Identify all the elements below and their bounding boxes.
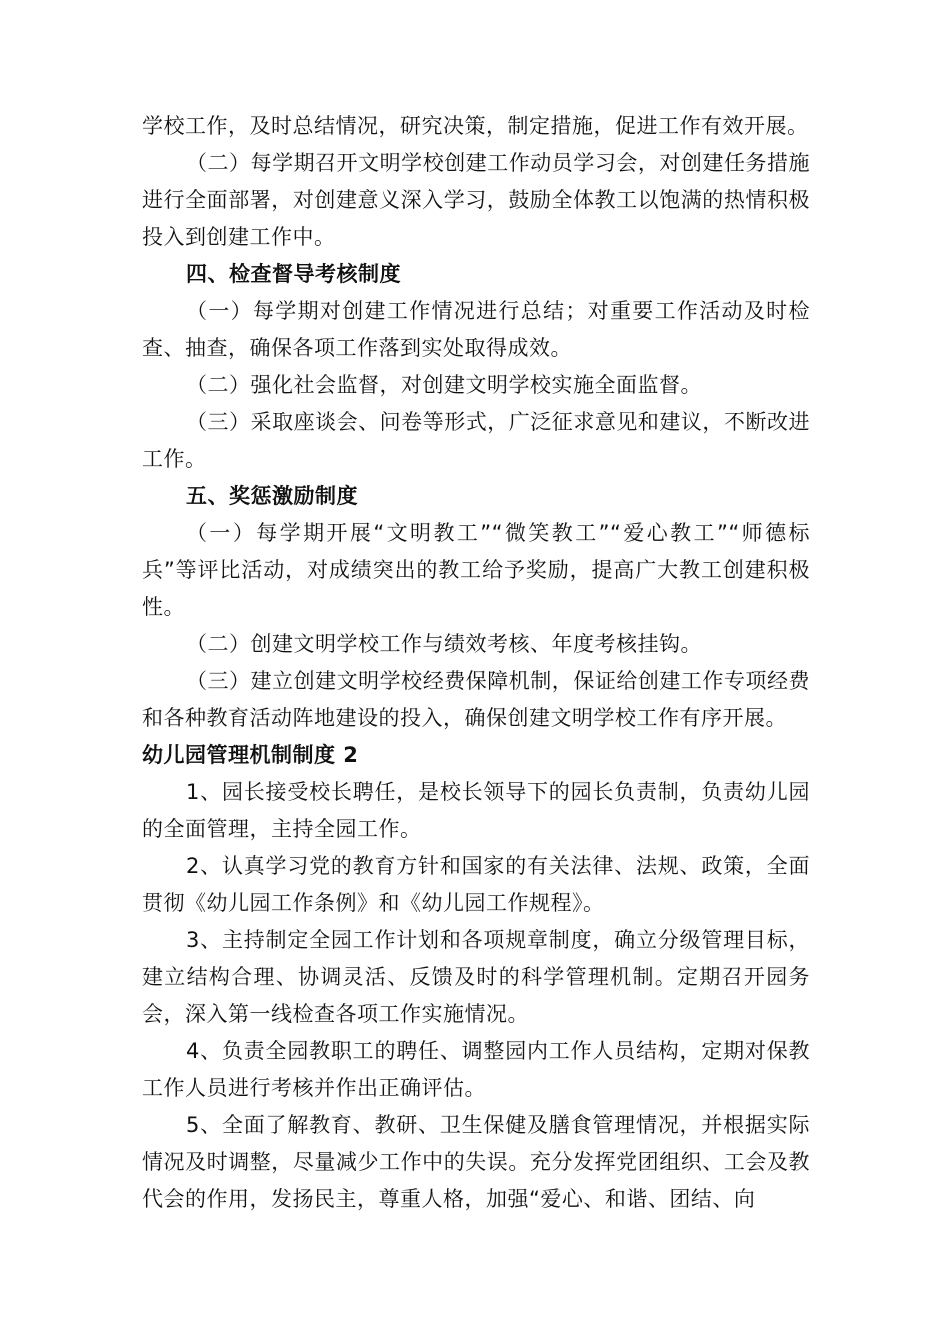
paragraph: 1、园长接受校长聘任，是校长领导下的园长负责制，负责幼儿园的全面管理，主持全园工作。 [142,780,810,841]
paragraph: （二）强化社会监督，对创建文明学校实施全面监督。 [186,373,702,397]
paragraph: 3、主持制定全园工作计划和各项规章制度，确立分级管理目标，建立结构合理、协调灵活、反馈及时的科学管理机制。定期召开园务会，深入第一线检查各项工作实施情况。 [142,928,810,1026]
paragraph: （一）每学期对创建工作情况进行总结；对重要工作活动及时检查、抽查，确保各项工作落到实处取得成效。 [142,299,810,360]
paragraph-continuation: 学校工作，及时总结情况，研究决策，制定措施，促进工作有效开展。 [142,114,809,138]
paragraph: 5、全面了解教育、教研、卫生保健及膳食管理情况，并根据实际情况及时调整，尽量减少工作中的失误。充分发挥党团组织、工会及教代会的作用，发扬民主，尊重人格，加强“爱心、和谐、团结、向 [142,1113,810,1211]
paragraph: （三）建立创建文明学校经费保障机制，保证给创建工作专项经费和各种教育活动阵地建设的投入，确保创建文明学校工作有序开展。 [142,669,810,730]
paragraph: （二）创建文明学校工作与绩效考核、年度考核挂钩。 [186,632,702,656]
section-heading: 四、检查督导考核制度 [186,262,401,286]
document-title: 幼儿园管理机制制度 2 [142,743,359,767]
paragraph: （一）每学期开展“文明教工”“微笑教工”“爱心教工”“师德标兵”等评比活动，对成绩突出的教工给予奖励，提高广大教工创建积极性。 [142,521,810,619]
paragraph: 4、负责全园教职工的聘任、调整园内工作人员结构，定期对保教工作人员进行考核并作出正确评估。 [142,1039,810,1100]
paragraph: （三）采取座谈会、问卷等形式，广泛征求意见和建议，不断改进工作。 [142,410,810,471]
section-heading: 五、奖惩激励制度 [186,484,358,508]
paragraph: （二）每学期召开文明学校创建工作动员学习会，对创建任务措施进行全面部署，对创建意义深入学习，鼓励全体教工以饱满的热情积极投入到创建工作中。 [142,151,810,249]
document-page [142,108,810,1218]
paragraph: 2、认真学习党的教育方针和国家的有关法律、法规、政策，全面贯彻《幼儿园工作条例》和《幼儿园工作规程》。 [142,854,810,915]
